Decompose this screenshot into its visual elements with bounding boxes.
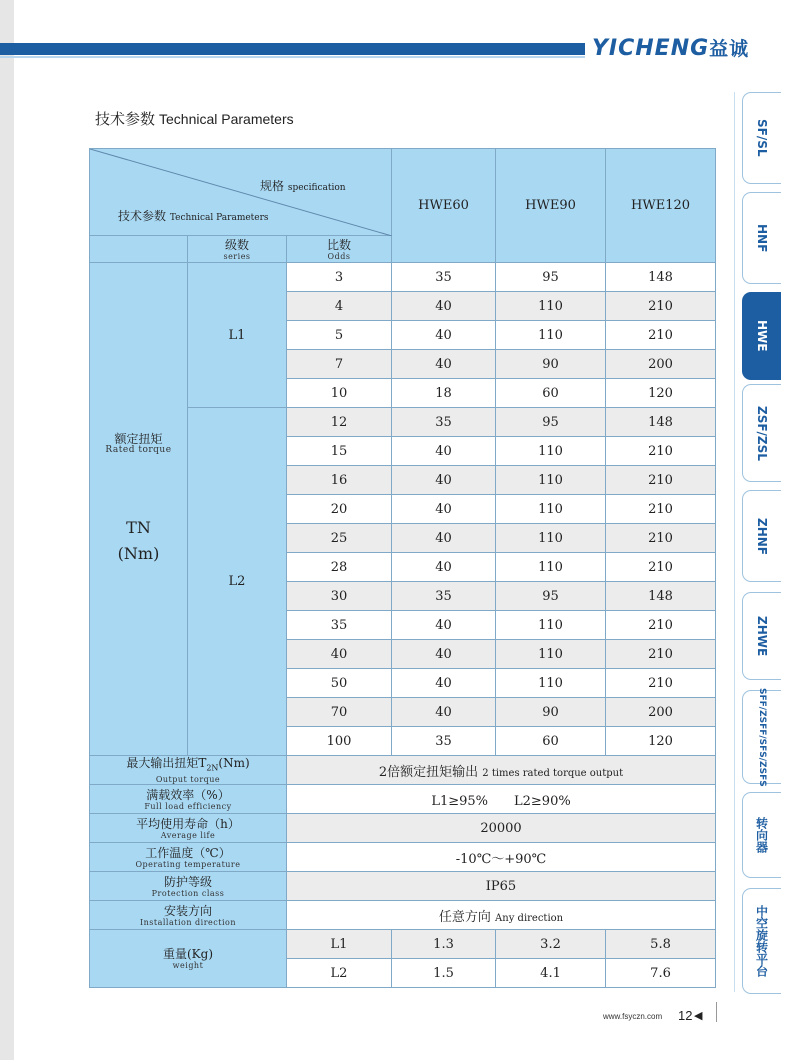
torque-value-cell: 95 bbox=[496, 408, 606, 437]
torque-value-cell: 95 bbox=[496, 263, 606, 292]
rated-torque-en: Rated torque bbox=[105, 444, 172, 455]
torque-value-cell: 120 bbox=[606, 379, 716, 408]
weight-value-cell: 5.8 bbox=[606, 930, 716, 959]
weight-value-cell: 3.2 bbox=[496, 930, 606, 959]
side-tab-label: HNF bbox=[755, 223, 769, 253]
torque-value-cell: 40 bbox=[392, 640, 496, 669]
torque-value-cell: 210 bbox=[606, 292, 716, 321]
output-torque-label: 最大输出扭矩$T_{2N}(Nm)$ Output torque bbox=[90, 756, 287, 785]
average-life-row bbox=[90, 814, 716, 843]
odds-header: 比数 Odds bbox=[287, 236, 392, 263]
footer-divider bbox=[716, 1002, 717, 1022]
rated-torque-cn: 额定扭矩 bbox=[114, 431, 163, 446]
weight-value-cell: 4.1 bbox=[496, 959, 606, 988]
side-tab[interactable] bbox=[742, 192, 781, 284]
side-tab-label: HWE bbox=[755, 320, 769, 352]
torque-value-cell: 35 bbox=[392, 727, 496, 756]
page-binding-shadow bbox=[0, 0, 14, 1060]
side-tab[interactable] bbox=[742, 592, 781, 680]
torque-value-cell: 110 bbox=[496, 669, 606, 698]
side-tab[interactable] bbox=[742, 792, 781, 878]
ratio-cell: 20 bbox=[287, 495, 392, 524]
torque-value-cell: 40 bbox=[392, 669, 496, 698]
torque-value-cell: 110 bbox=[496, 292, 606, 321]
logo-latin: YICHENG bbox=[592, 36, 710, 61]
side-tab-label: SFF/ZSFF/SFS/ZSFS bbox=[757, 687, 767, 787]
ratio-cell: 30 bbox=[287, 582, 392, 611]
side-tab-rail bbox=[734, 92, 735, 992]
torque-value-cell: 18 bbox=[392, 379, 496, 408]
torque-value-cell: 110 bbox=[496, 524, 606, 553]
torque-value-cell: 40 bbox=[392, 466, 496, 495]
ratio-cell: 5 bbox=[287, 321, 392, 350]
ratio-cell: 7 bbox=[287, 350, 392, 379]
brand-logo bbox=[592, 34, 749, 61]
torque-value-cell: 90 bbox=[496, 698, 606, 727]
side-tab-label: ZHWE bbox=[755, 615, 769, 657]
average-life-value: 20000 bbox=[287, 814, 716, 843]
ratio-cell: 40 bbox=[287, 640, 392, 669]
header-bar-accent bbox=[0, 56, 585, 58]
logo-cn: 益诚 bbox=[709, 38, 750, 60]
torque-value-cell: 35 bbox=[392, 263, 496, 292]
torque-value-cell: 60 bbox=[496, 379, 606, 408]
torque-value-cell: 40 bbox=[392, 698, 496, 727]
output-torque-value: 2倍额定扭矩输出 2 times rated torque output bbox=[287, 756, 716, 785]
torque-value-cell: 40 bbox=[392, 495, 496, 524]
weight-label: 重量(Kg) weight bbox=[90, 930, 287, 988]
protection-label: 防护等级 Protection class bbox=[90, 872, 287, 901]
temperature-row bbox=[90, 843, 716, 872]
ratio-cell: 70 bbox=[287, 698, 392, 727]
blank-header-cell bbox=[90, 236, 188, 263]
torque-value-cell: 40 bbox=[392, 292, 496, 321]
technical-parameters-table bbox=[89, 148, 716, 988]
torque-value-cell: 200 bbox=[606, 698, 716, 727]
side-tab-label: 中空旋转平台 bbox=[754, 905, 769, 977]
torque-value-cell: 60 bbox=[496, 727, 606, 756]
torque-value-cell: 148 bbox=[606, 408, 716, 437]
side-tab-label: 转向器 bbox=[754, 817, 769, 853]
torque-value-cell: 40 bbox=[392, 524, 496, 553]
model-header-hwe60: HWE60 bbox=[392, 149, 496, 263]
installation-row bbox=[90, 901, 716, 930]
output-torque-row bbox=[90, 756, 716, 785]
protection-value: IP65 bbox=[287, 872, 716, 901]
weight-value-cell: 1.3 bbox=[392, 930, 496, 959]
side-tab-label: ZSF/ZSL bbox=[755, 405, 769, 461]
series-header: 级数 series bbox=[188, 236, 287, 263]
section-heading bbox=[95, 108, 294, 129]
ratio-cell: 50 bbox=[287, 669, 392, 698]
header-diagonal-cell bbox=[90, 149, 392, 236]
page-number: 12 bbox=[678, 1008, 693, 1023]
torque-value-cell: 210 bbox=[606, 611, 716, 640]
torque-value-cell: 95 bbox=[496, 582, 606, 611]
side-tab[interactable] bbox=[742, 888, 781, 994]
ratio-cell: 16 bbox=[287, 466, 392, 495]
torque-value-cell: 120 bbox=[606, 727, 716, 756]
model-header-hwe120: HWE120 bbox=[606, 149, 716, 263]
ratio-cell: 100 bbox=[287, 727, 392, 756]
efficiency-label: 满载效率（%） Full load efficiency bbox=[90, 785, 287, 814]
torque-value-cell: 110 bbox=[496, 495, 606, 524]
page-arrow-icon: ◀ bbox=[694, 1009, 703, 1022]
ratio-cell: 10 bbox=[287, 379, 392, 408]
series-l2: L2 bbox=[188, 408, 287, 756]
side-tab[interactable] bbox=[742, 687, 781, 787]
torque-value-cell: 110 bbox=[496, 611, 606, 640]
torque-value-cell: 110 bbox=[496, 553, 606, 582]
side-tab-label: ZHNF bbox=[755, 517, 769, 555]
torque-value-cell: 210 bbox=[606, 495, 716, 524]
heading-cn: 技术参数 bbox=[95, 110, 156, 128]
temperature-label: 工作温度（℃） Operating temperature bbox=[90, 843, 287, 872]
ratio-cell: 12 bbox=[287, 408, 392, 437]
torque-value-cell: 148 bbox=[606, 263, 716, 292]
torque-value-cell: 210 bbox=[606, 524, 716, 553]
torque-value-cell: 210 bbox=[606, 437, 716, 466]
efficiency-row bbox=[90, 785, 716, 814]
ratio-cell: 35 bbox=[287, 611, 392, 640]
torque-value-cell: 40 bbox=[392, 611, 496, 640]
side-tab[interactable] bbox=[742, 92, 781, 184]
ratio-cell: 25 bbox=[287, 524, 392, 553]
ratio-cell: 28 bbox=[287, 553, 392, 582]
torque-value-cell: 210 bbox=[606, 669, 716, 698]
temperature-value: -10℃～+90℃ bbox=[287, 843, 716, 872]
efficiency-value: L1≥95% L2≥90% bbox=[287, 785, 716, 814]
side-tab[interactable] bbox=[742, 490, 781, 582]
torque-value-cell: 90 bbox=[496, 350, 606, 379]
torque-value-cell: 200 bbox=[606, 350, 716, 379]
heading-en: Technical Parameters bbox=[159, 111, 294, 127]
side-tab-label: SF/SL bbox=[755, 119, 769, 157]
series-l1: L1 bbox=[188, 263, 287, 408]
torque-value-cell: 210 bbox=[606, 321, 716, 350]
torque-value-cell: 210 bbox=[606, 553, 716, 582]
rated-torque-label bbox=[90, 263, 188, 756]
ratio-cell: 4 bbox=[287, 292, 392, 321]
torque-value-cell: 148 bbox=[606, 582, 716, 611]
torque-value-cell: 35 bbox=[392, 582, 496, 611]
torque-value-cell: 40 bbox=[392, 350, 496, 379]
torque-value-cell: 40 bbox=[392, 437, 496, 466]
torque-value-cell: 110 bbox=[496, 321, 606, 350]
ratio-cell: 15 bbox=[287, 437, 392, 466]
installation-label: 安装方向 Installation direction bbox=[90, 901, 287, 930]
weight-series-cell: L1 bbox=[287, 930, 392, 959]
ratio-cell: 3 bbox=[287, 263, 392, 292]
torque-value-cell: 40 bbox=[392, 553, 496, 582]
installation-value: 任意方向 Any direction bbox=[287, 901, 716, 930]
weight-value-cell: 7.6 bbox=[606, 959, 716, 988]
torque-value-cell: 110 bbox=[496, 466, 606, 495]
model-header-hwe90: HWE90 bbox=[496, 149, 606, 263]
side-tab[interactable] bbox=[742, 384, 781, 482]
tn-symbol: TN bbox=[126, 517, 151, 537]
average-life-label: 平均使用寿命（h） Average life bbox=[90, 814, 287, 843]
param-label: 技术参数 Technical Parameters bbox=[118, 209, 269, 223]
footer-url: www.fsyczn.com bbox=[603, 1012, 663, 1021]
torque-value-cell: 35 bbox=[392, 408, 496, 437]
weight-value-cell: 1.5 bbox=[392, 959, 496, 988]
side-tab[interactable] bbox=[742, 292, 781, 380]
tn-unit: (Nm) bbox=[117, 543, 160, 563]
header-bar bbox=[0, 43, 585, 55]
torque-value-cell: 210 bbox=[606, 466, 716, 495]
spec-label: 规格 specification bbox=[260, 179, 346, 193]
table-row bbox=[90, 263, 716, 292]
weight-series-cell: L2 bbox=[287, 959, 392, 988]
torque-value-cell: 40 bbox=[392, 321, 496, 350]
torque-value-cell: 110 bbox=[496, 437, 606, 466]
torque-value-cell: 110 bbox=[496, 640, 606, 669]
torque-value-cell: 210 bbox=[606, 640, 716, 669]
protection-row bbox=[90, 872, 716, 901]
weight-row bbox=[90, 930, 716, 959]
